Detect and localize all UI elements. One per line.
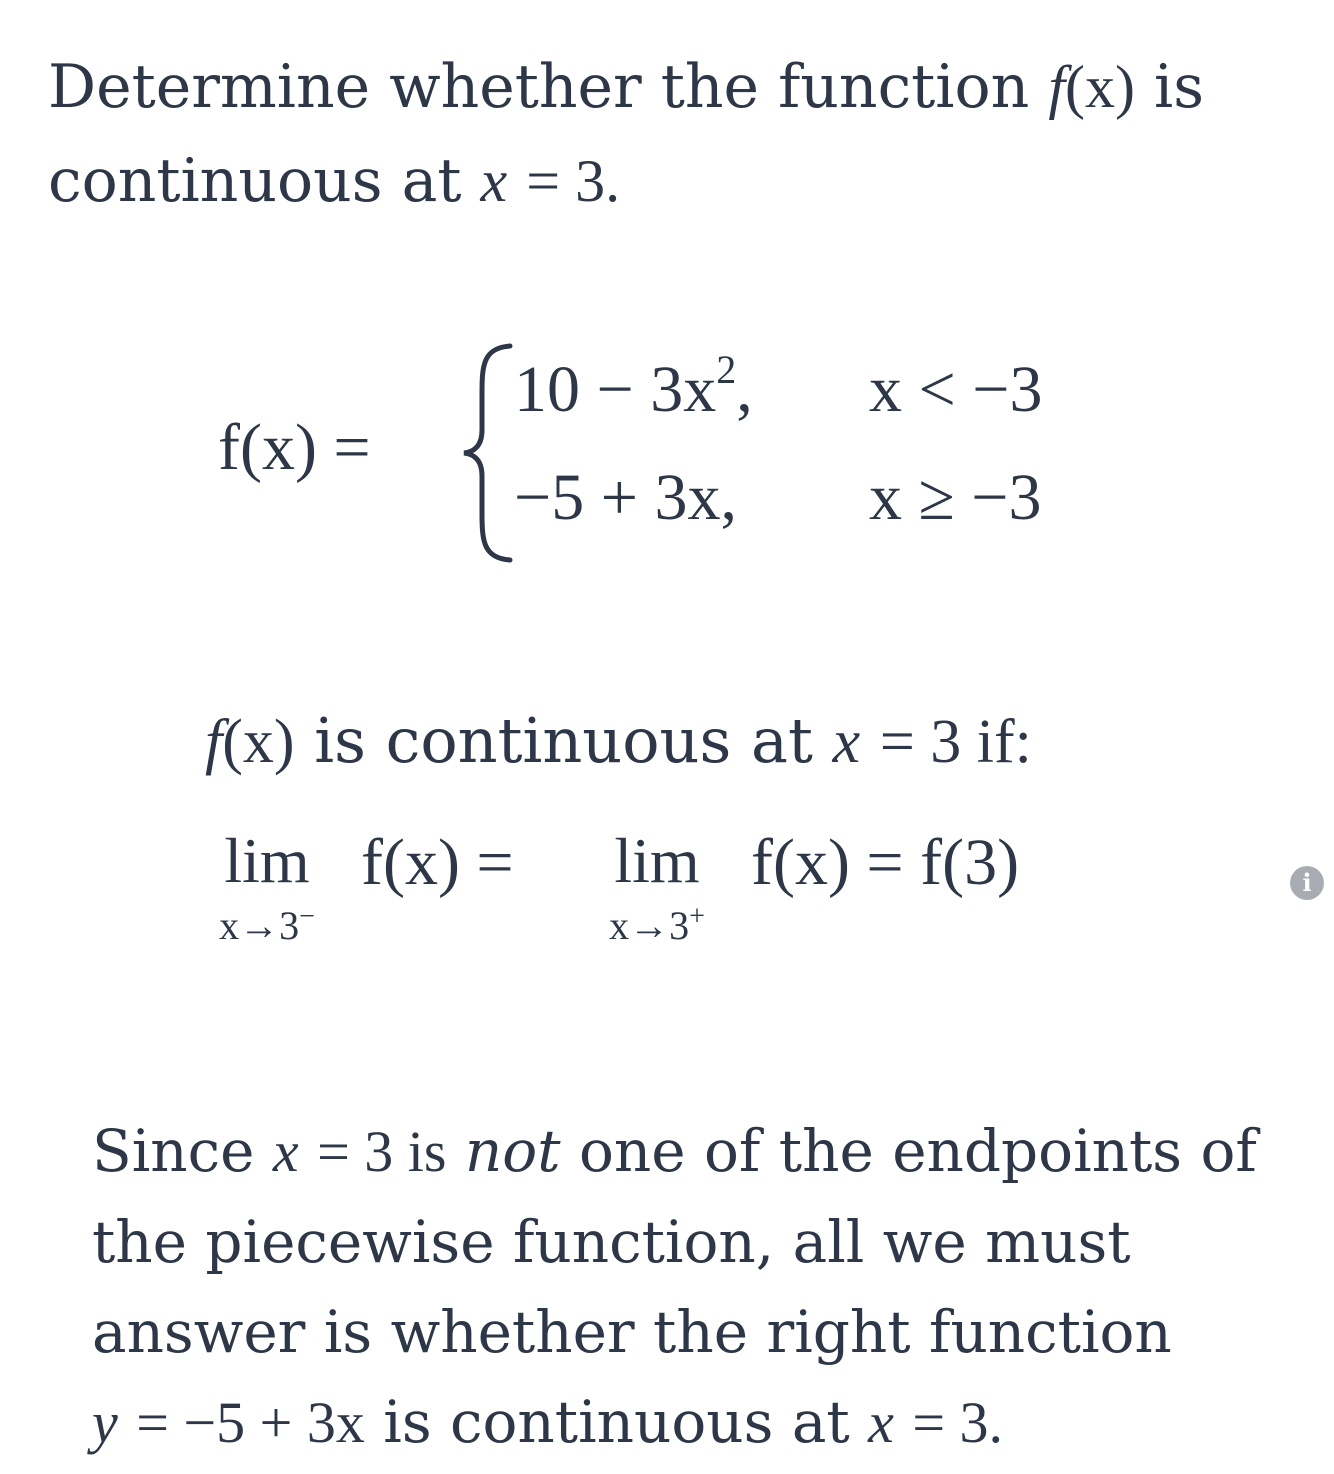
explanation-eq-lhs: y xyxy=(92,1390,118,1455)
prompt-rel: = 3. xyxy=(526,148,621,214)
condition-var: x xyxy=(832,708,861,776)
info-icon[interactable]: i xyxy=(1290,866,1324,900)
case-1-condition: x < −3 xyxy=(869,353,1043,426)
prompt-func: f xyxy=(1048,54,1065,120)
piecewise-case-2 xyxy=(514,460,1041,536)
piecewise-definition xyxy=(218,338,1138,568)
prompt-var: x xyxy=(480,148,508,214)
explanation-eq-rhs: = −5 + 3x xyxy=(136,1390,365,1455)
explanation-text-1: one of the endpoints of the piecewise function, all we must answer is whether the right function xyxy=(92,1117,1257,1366)
explanation-emphasis: not xyxy=(464,1117,561,1185)
explanation-rel-2: = 3. xyxy=(912,1390,1004,1455)
left-limit-subscript: x→3− xyxy=(219,901,315,948)
prompt-text: Determine whether the function xyxy=(48,52,1030,122)
continuity-condition xyxy=(205,704,1032,778)
explanation-text-2: is continuous at xyxy=(383,1388,850,1456)
right-limit-subscript: x→3+ xyxy=(609,901,705,948)
explanation-paragraph xyxy=(92,1106,1292,1468)
case-2-expression: −5 + 3x, xyxy=(514,461,737,534)
condition-func-arg: (x) xyxy=(222,708,295,776)
explanation-since: Since xyxy=(92,1117,255,1185)
case-1-expression: $10 - 3x^2$, xyxy=(514,347,753,426)
left-limit-expression: f(x) = xyxy=(361,826,514,899)
prompt-text-mid: is continuous at xyxy=(48,52,1205,216)
explanation-var-1: x xyxy=(272,1119,299,1184)
explanation-var-2: x xyxy=(868,1390,894,1455)
condition-rel: = 3 if: xyxy=(879,708,1032,776)
explanation-rel-1: = 3 is xyxy=(317,1119,447,1184)
condition-text: is continuous at xyxy=(314,704,813,777)
lim-word-left: lim xyxy=(224,825,310,896)
lim-word-right: lim xyxy=(614,825,700,896)
limit-equation xyxy=(203,824,1203,954)
prompt-func-arg: (x) xyxy=(1065,54,1135,120)
piecewise-case-1 xyxy=(514,347,1043,428)
left-brace-icon xyxy=(458,338,518,568)
left-limit xyxy=(203,824,331,946)
right-limit xyxy=(593,824,721,946)
condition-func: f xyxy=(205,708,223,776)
case-2-condition: x ≥ −3 xyxy=(869,461,1042,534)
piecewise-lhs: f(x) = xyxy=(218,411,371,484)
problem-prompt xyxy=(48,40,1248,228)
right-limit-expression: f(x) = f(3) xyxy=(751,826,1020,899)
